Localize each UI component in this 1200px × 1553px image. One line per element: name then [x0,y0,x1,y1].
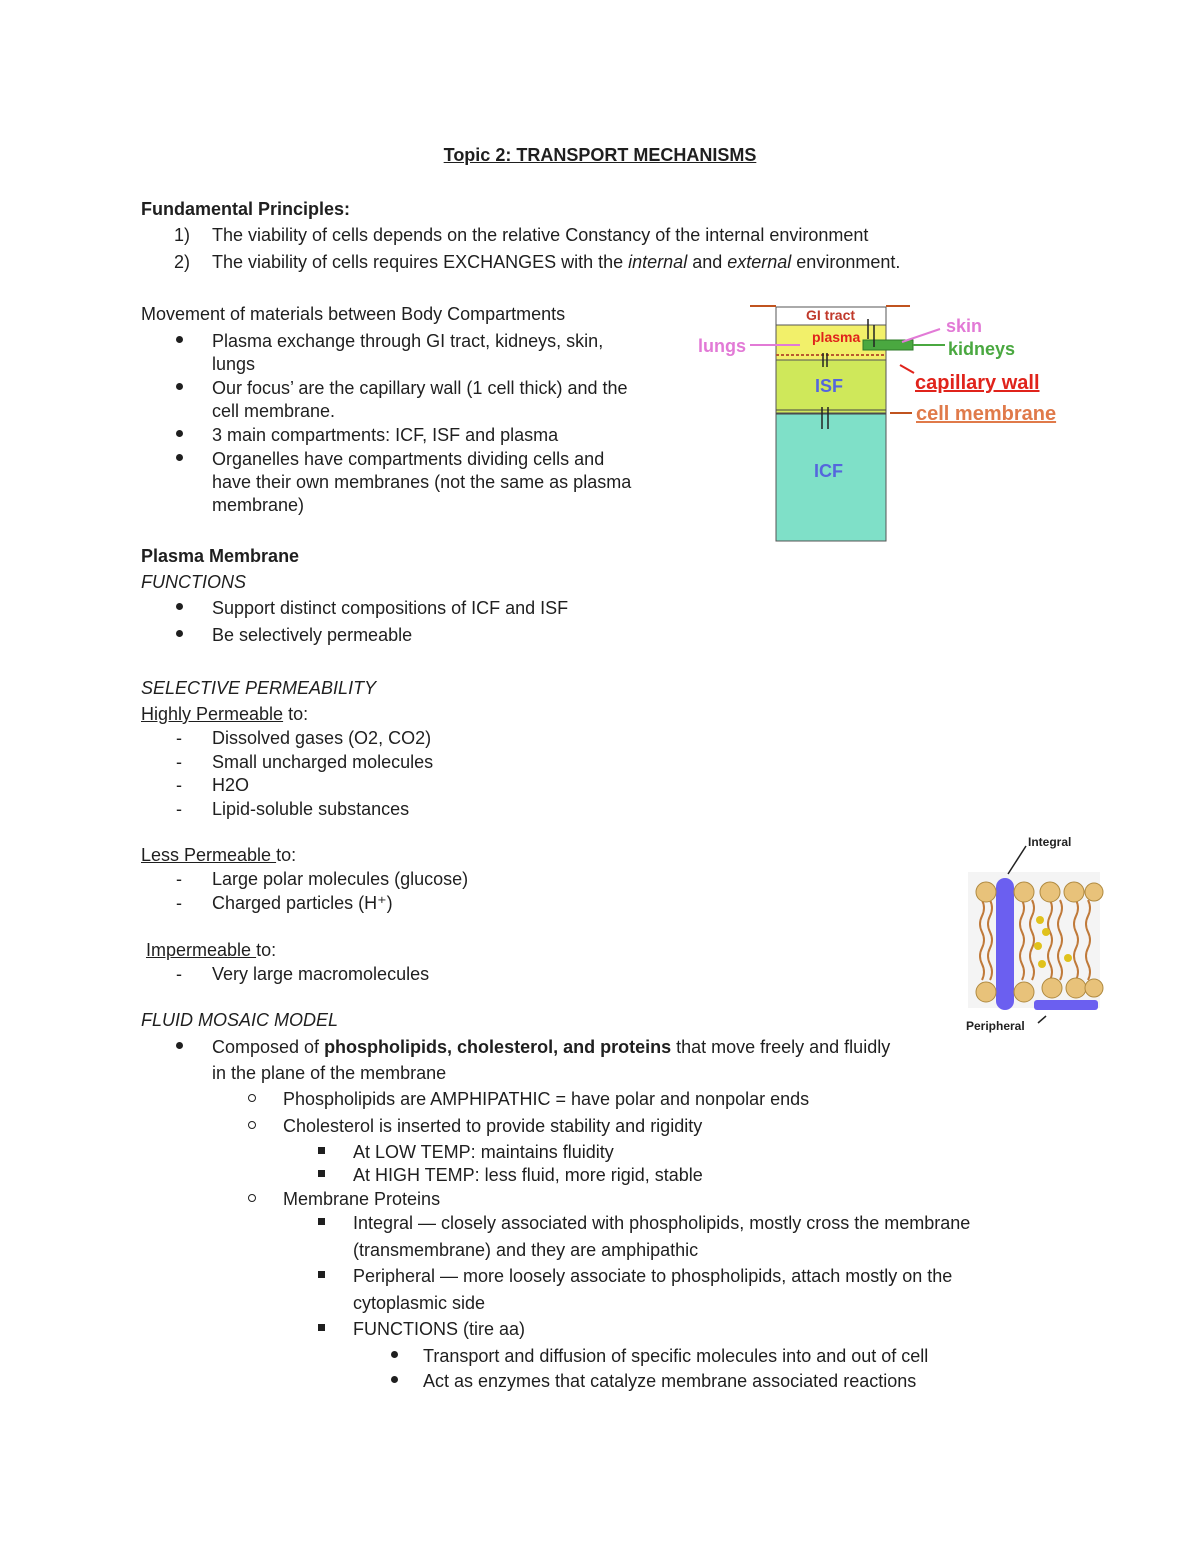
membrane-proteins-item: Membrane Proteins [283,1189,441,1209]
label-cell-membrane: cell membrane [916,403,1057,425]
high-temp-item: At HIGH TEMP: less fluid, more rigid, stable [353,1165,703,1185]
label-capillary-wall: capillary wall [915,372,1040,394]
protein-function-1: Transport and diffusion of specific molecules into and out of cell [423,1346,929,1366]
square-bullet-icon [318,1147,325,1154]
fluid-mosaic-heading: FLUID MOSAIC MODEL [141,1010,339,1030]
principle-2 [212,250,900,274]
movement-item-cont: membrane) [212,495,305,515]
bullet-icon [176,383,183,390]
low-temp-item: At LOW TEMP: maintains fluidity [353,1142,614,1162]
bullet-icon [176,1042,183,1049]
dash-marker: - [176,752,182,772]
highly-permeable-label [141,702,308,726]
dash-marker: - [176,893,182,913]
text-run: to: [276,845,297,865]
label-icf: ICF [814,461,843,481]
list-number: 1) [174,225,191,245]
highly-item: Dissolved gases (O2, CO2) [212,728,432,748]
functions-label: FUNCTIONS [141,572,246,592]
text-underlined: Less Permeable [141,845,277,865]
text-underlined: Impermeable [146,940,257,960]
protein-function-2: Act as enzymes that catalyze membrane associated reactions [423,1371,917,1391]
text-run: that move freely and fluidly [671,1037,891,1057]
integral-item: Integral — closely associated with phospholipids, mostly cross the membrane [353,1213,971,1233]
page-title: Topic 2: TRANSPORT MECHANISMS [443,145,757,165]
label-isf: ISF [815,376,844,396]
bullet-icon [176,630,183,637]
dash-marker: - [176,964,182,984]
label-skin: skin [946,316,983,336]
list-number: 2) [174,252,191,272]
integral-item-cont: (transmembrane) and they are amphipathic [353,1240,699,1260]
principle-1: The viability of cells depends on the relative Constancy of the internal environment [212,225,869,245]
function-item: Support distinct compositions of ICF and ISF [212,598,569,618]
label-kidneys: kidneys [948,339,1016,359]
less-permeable-label [141,843,296,867]
movement-item-cont: lungs [212,354,256,374]
movement-item: Organelles have compartments dividing cells and [212,449,605,469]
label-peripheral: Peripheral [966,1019,1025,1033]
circle-bullet-icon [248,1094,256,1102]
bullet-icon [176,603,183,610]
fundamental-heading: Fundamental Principles: [141,199,351,219]
square-bullet-icon [318,1271,325,1278]
bullet-icon [176,430,183,437]
bullet-icon [176,336,183,343]
phospholipids-item: Phospholipids are AMPHIPATHIC = have polar and nonpolar ends [283,1089,810,1109]
text-run: to: [256,940,277,960]
impermeable-label [146,938,276,962]
highly-item: Small uncharged molecules [212,752,434,772]
dash-marker: - [176,775,182,795]
square-bullet-icon [318,1324,325,1331]
selective-heading: SELECTIVE PERMEABILITY [141,678,377,698]
movement-item: 3 main compartments: ICF, ISF and plasma [212,425,559,445]
cholesterol-item: Cholesterol is inserted to provide stability and rigidity [283,1116,703,1136]
function-item: Be selectively permeable [212,625,413,645]
less-item: Large polar molecules (glucose) [212,869,469,889]
text-run: The viability of cells requires EXCHANGES with the [212,252,629,272]
label-plasma: plasma [812,329,861,345]
compartments-diagram [690,295,1090,550]
square-bullet-icon [318,1218,325,1225]
dash-marker: - [176,799,182,819]
text-em: external [727,252,792,272]
bullet-icon [391,1351,398,1358]
highly-item: Lipid-soluble substances [212,799,410,819]
text-run: to: [283,704,309,724]
text-run: Composed of [212,1037,325,1057]
impermeable-item: Very large macromolecules [212,964,430,984]
movement-heading: Movement of materials between Body Compartments [141,304,566,324]
square-bullet-icon [318,1170,325,1177]
label-lungs: lungs [698,336,746,356]
bullet-icon [176,454,183,461]
membrane-bilayer-diagram [962,828,1107,1038]
bullet-icon [391,1376,398,1383]
movement-item: Our focus’ are the capillary wall (1 cell thick) and the [212,378,628,398]
less-item: Charged particles (H⁺) [212,893,393,913]
text-bold: phospholipids, cholesterol, and proteins [324,1037,672,1057]
composed-line [212,1035,890,1059]
text-underlined: Highly Permeable [141,704,284,724]
dash-marker: - [176,869,182,889]
movement-item-cont: have their own membranes (not the same as plasma [212,472,632,492]
circle-bullet-icon [248,1194,256,1202]
movement-item: Plasma exchange through GI tract, kidneys, skin, [212,331,604,351]
peripheral-item-cont: cytoplasmic side [353,1293,486,1313]
text-run: and [687,252,728,272]
label-gi-tract: GI tract [806,307,856,323]
movement-item-cont: cell membrane. [212,401,336,421]
label-integral: Integral [1028,835,1072,849]
text-em: internal [628,252,688,272]
plasma-membrane-heading: Plasma Membrane [141,546,300,566]
highly-item: H2O [212,775,250,795]
dash-marker: - [176,728,182,748]
composed-line-cont: in the plane of the membrane [212,1063,447,1083]
text-run: environment. [791,252,901,272]
peripheral-item: Peripheral — more loosely associate to phospholipids, attach mostly on the [353,1266,953,1286]
protein-functions-item: FUNCTIONS (tire aa) [353,1319,526,1339]
circle-bullet-icon [248,1121,256,1129]
